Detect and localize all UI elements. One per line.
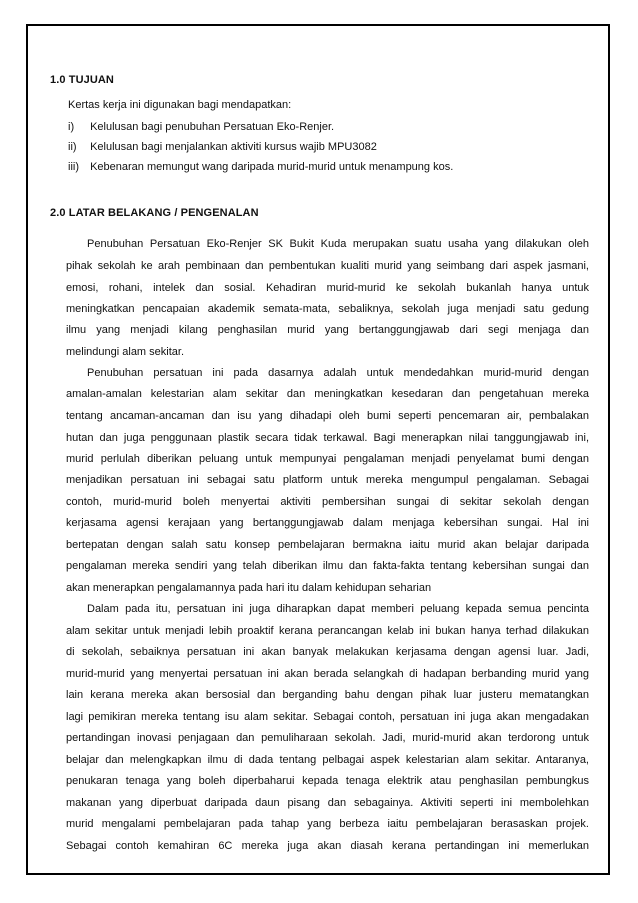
paragraph-line: pertandingan inovasi penjagaan dan pemuliharaan sekolah. Jadi, murid-murid akan terdorong untuk xyxy=(66,732,589,744)
paragraph-line: Penubuhan Persatuan Eko-Renjer SK Bukit Kuda merupakan suatu usaha yang dilakukan oleh xyxy=(87,238,589,250)
paragraph-line: hutan dan juga penggunaan plastik secara tidak terkawal. Bagi menerapkan nilai tanggungjawab ini, xyxy=(66,432,589,444)
list-item-text: Kelulusan bagi menjalankan aktiviti kursus wajib MPU3082 xyxy=(90,141,377,153)
paragraph-line: bertepatan dengan salah satu konsep pembelajaran bermakna iaitu murid akan belajar daripada xyxy=(66,539,589,551)
list-item xyxy=(68,120,334,134)
list-item-text: Kelulusan bagi penubuhan Persatuan Eko-Renjer. xyxy=(90,121,335,133)
paragraph-line: Sebagai contoh kemahiran 6C mereka juga akan diasah kerana pertandingan ini memerlukan xyxy=(66,840,589,852)
list-item-label: ii) xyxy=(68,141,77,153)
paragraph-line: melindungi alam sekitar. xyxy=(66,346,185,358)
paragraph-line: contoh, murid-murid boleh menyertai aktiviti pembersihan sungai di sekitar sekolah dengan xyxy=(66,496,589,508)
list-item xyxy=(68,140,377,154)
paragraph-line: Penubuhan persatuan ini pada dasarnya adalah untuk mendedahkan murid-murid dengan xyxy=(87,367,589,379)
paragraph-line: belajar dan melengkapkan ilmu di dada tentang pelbagai aspek kelestarian alam sekitar. Antaranya, xyxy=(66,754,589,766)
paragraph-line: emosi, rohani, intelek dan sosial. Kehadiran murid-murid ke sekolah bukanlah hanya untuk xyxy=(66,282,589,294)
section-1-heading: 1.0 TUJUAN xyxy=(50,74,114,86)
paragraph-line: amalan-amalan kelestarian alam sekitar dan meningkatkan kesedaran dan pengetahuan mereka xyxy=(66,388,589,400)
paragraph-line: ilmu yang menjadi kilang penghasilan murid yang bertanggungjawab dari segi menjaga dan xyxy=(66,324,589,336)
paragraph-line: penukaran tenaga yang boleh diperbaharui kepada tenaga elektrik atau penghasilan pembungkus xyxy=(66,775,589,787)
paragraph-line: tentang ancaman-ancaman dan isu yang dihadapi oleh bumi seperti pencemaran air, pembalakan xyxy=(66,410,589,422)
paragraph-line: makanan yang diperbuat daripada daun pisang dan sebagainya. Aktiviti seperti ini membolehkan xyxy=(66,797,589,809)
paragraph-line: pengalaman mereka sendiri yang telah diberikan ilmu dan fakta-fakta tentang kebersihan sungai dan xyxy=(66,560,589,572)
section-1-intro: Kertas kerja ini digunakan bagi mendapatkan: xyxy=(68,99,292,111)
paragraph-line: murid mengalami pembelajaran pada tahap yang berbeza iaitu pembelajaran berasaskan projek. xyxy=(66,818,589,830)
paragraph-line: lain kerana mereka akan bersosial dan berganding bahu dengan pihak luar justeru mematangkan xyxy=(66,689,589,701)
paragraph-line: alam sekitar untuk menjadi lebih proaktif kerana perancangan kelab ini bukan hanya terhad dilakukan xyxy=(66,625,589,637)
list-item-text: Kebenaran memungut wang daripada murid-murid untuk menampung kos. xyxy=(90,161,454,173)
list-item-label: i) xyxy=(68,121,75,133)
paragraph-line: pihak sekolah ke arah pembinaan dan pembentukan kualiti murid yang seimbang dari aspek jasmani, xyxy=(66,260,589,272)
list-item-label: iii) xyxy=(68,161,79,173)
paragraph-line: murid perlulah diberikan peluang untuk mempunyai pengalaman menjadi penyelamat bumi dengan xyxy=(66,453,589,465)
paragraph-line: lagi pemikiran mereka tentang isu alam sekitar. Sebagai contoh, persatuan ini juga akan mengadakan xyxy=(66,711,589,723)
paragraph-line: menjadikan persatuan ini sebagai satu platform untuk mereka mengumpul pengalaman. Sebagai xyxy=(66,474,589,486)
paragraph-line: meningkatkan pencapaian akademik semata-mata, sebaliknya, sekolah juga menjadi satu gedung xyxy=(66,303,589,315)
paragraph-line: di sekolah, sebaiknya persatuan ini akan banyak melakukan kerjasama dengan agensi luar. Jadi, xyxy=(66,646,589,658)
paragraph-line: murid-murid yang menyertai persatuan ini akan berada selangkah di hadapan berbanding murid yang xyxy=(66,668,589,680)
section-2-heading: 2.0 LATAR BELAKANG / PENGENALAN xyxy=(50,207,259,219)
paragraph-line: Dalam pada itu, persatuan ini juga diharapkan dapat memberi peluang kepada semua pencinta xyxy=(87,603,589,615)
paragraph-line: akan menerapkan pengalamannya pada hari itu dalam kehidupan seharian xyxy=(66,582,432,594)
list-item xyxy=(68,160,453,174)
paragraph-line: kerjasama agensi kerajaan yang bertanggungjawab dalam menjaga kebersihan sungai. Hal ini xyxy=(66,517,589,529)
